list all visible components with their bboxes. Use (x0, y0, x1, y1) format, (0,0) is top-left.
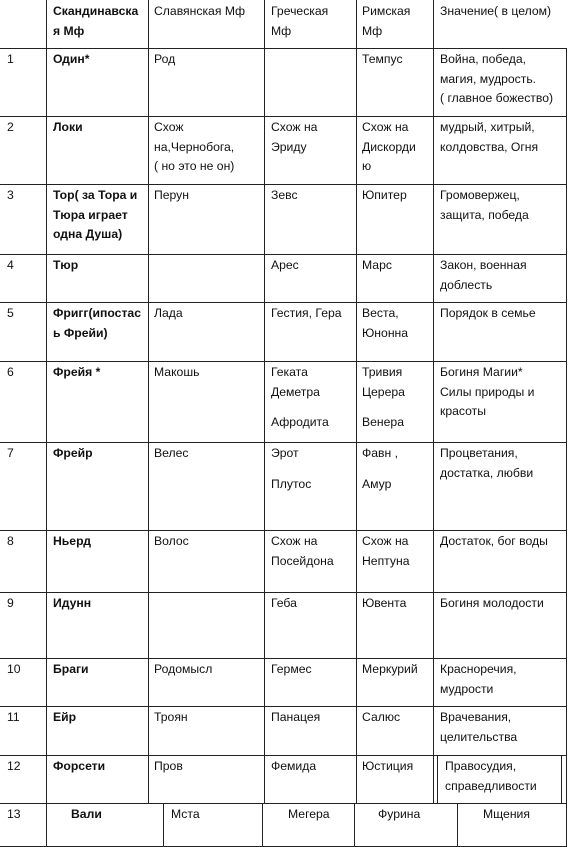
row-12-scand (53, 757, 105, 777)
row-5-roman-line: Веста, (362, 306, 399, 320)
row-7-meaning-line: Процветания, (440, 446, 518, 460)
row-9-greek-line: Геба (271, 596, 297, 610)
row-6-roman (362, 363, 405, 433)
row-1-meaning-line: магия, мудрость. (440, 71, 537, 86)
grid-hline (0, 116, 567, 117)
row-11-scand (53, 708, 76, 728)
row-2-slav-line: ( но это не он) (154, 159, 235, 173)
row-7-roman (362, 444, 398, 494)
row-6-scand-line: Фрейя * (53, 365, 101, 379)
row-7-roman-line: Фавн , (362, 446, 399, 460)
row-6-meaning-line: Силы природы и (440, 384, 535, 399)
header-greek-line: Греческая (271, 4, 329, 18)
row-9-greek (271, 594, 297, 614)
row-8-greek-line: Схож на (271, 534, 318, 548)
row-1-number-line: 1 (7, 52, 14, 66)
grid-hline (0, 755, 567, 756)
row-6-meaning (440, 363, 534, 422)
row-3-scand-line: одна Душа) (53, 227, 123, 241)
row-9-roman-line: Ювента (362, 596, 407, 610)
header-slavic-line: Славянская Мф (154, 4, 245, 18)
row-10-meaning (440, 660, 517, 699)
row-8-scand (53, 532, 91, 552)
row-11-roman (362, 708, 400, 728)
row-12-roman-line: Юстиция (362, 759, 414, 773)
row-2-scand-line: Локи (53, 120, 83, 134)
row-3-meaning-line: Громовержец, (440, 188, 520, 202)
row-7-slav (154, 444, 189, 464)
row-5-greek-line: Гестия, Гера (271, 306, 342, 320)
row-6-number-line: 6 (7, 365, 14, 379)
row-11-number (7, 708, 20, 728)
grid-hline (0, 302, 567, 303)
row-6-slav-line: Макошь (154, 365, 200, 379)
row-8-slav-line: Волос (154, 534, 189, 548)
row-11-meaning-line: целительства (440, 729, 518, 744)
row-1-scand-line: Один* (53, 52, 90, 66)
row-7-greek-line: Плутос (271, 476, 312, 491)
row-6-greek-line: Деметра (271, 384, 320, 399)
row-3-roman (362, 186, 407, 206)
row-3-meaning (440, 186, 529, 225)
grid-vline (148, 0, 149, 804)
row-3-number-line: 3 (7, 188, 14, 202)
row-11-slav-line: Троян (154, 710, 188, 724)
row-10-scand (53, 660, 89, 680)
row-3-slav (154, 186, 189, 206)
row-3-greek (271, 186, 298, 206)
row-2-meaning-line: колдовства, Огня (440, 139, 539, 154)
row-1-roman (362, 50, 403, 70)
grid-vline (566, 803, 567, 847)
row-9-roman (362, 594, 406, 614)
row-3-greek-line: Зевс (271, 188, 298, 202)
row-11-greek (271, 708, 320, 728)
row-5-roman (362, 304, 408, 343)
row-3-scand-line: Тор( за Тора и (53, 188, 138, 202)
row-5-scand (53, 304, 141, 343)
row-10-greek (271, 660, 312, 680)
grid-vline (457, 803, 458, 847)
row-11-number-line: 11 (7, 710, 20, 724)
header-meaning-line: Значение( в целом) (440, 4, 552, 18)
row-8-roman-line: Схож на (362, 534, 409, 548)
row-13-meaning-line: Мщения (483, 807, 530, 821)
row-4-scand-line: Тюр (53, 258, 79, 272)
row-7-roman-line: Амур (362, 476, 392, 491)
row-5-number (7, 304, 14, 324)
row-6-greek (271, 363, 329, 433)
grid-hline (0, 48, 567, 49)
row-9-number (7, 594, 14, 614)
row-2-roman-line: ю (362, 159, 372, 173)
grid-hline (0, 254, 567, 255)
row-6-scand (53, 363, 100, 383)
row-8-slav (154, 532, 189, 552)
row-5-slav (154, 304, 183, 324)
row-10-number (7, 660, 21, 680)
header-roman (362, 2, 410, 41)
header-scandinavian-line: я Мф (53, 23, 85, 38)
row-13-roman (378, 805, 420, 825)
grid-hline (0, 442, 567, 443)
header-scandinavian-line: Скандинавска (53, 4, 139, 18)
row-11-meaning (440, 708, 517, 747)
row-8-greek (271, 532, 334, 571)
row-3-meaning-line: защита, победа (440, 207, 529, 222)
row-11-roman-line: Салюс (362, 710, 401, 724)
row-1-meaning-line: Война, победа, (440, 52, 527, 66)
row-5-number-line: 5 (7, 306, 14, 320)
row-2-number (7, 118, 14, 138)
row-10-meaning-line: Красноречия, (440, 662, 517, 676)
row-12-meaning (445, 757, 537, 796)
row-10-slav-line: Родомысл (154, 662, 213, 676)
header-meaning (440, 2, 551, 22)
grid-vline (433, 0, 434, 804)
header-scandinavian (53, 2, 138, 41)
row-10-scand-line: Браги (53, 662, 89, 676)
row-7-greek (271, 444, 311, 494)
row-7-number-line: 7 (7, 446, 14, 460)
row-7-greek-line: Эрот (271, 446, 299, 460)
row-13-scand-line: Вали (71, 807, 102, 821)
row-4-roman (362, 256, 392, 276)
row-10-slav (154, 660, 212, 680)
row-13-roman-line: Фурина (378, 807, 421, 821)
row-4-number-line: 4 (7, 258, 14, 272)
grid-hline (0, 530, 567, 531)
row-8-scand-line: Ньерд (53, 534, 91, 548)
row-6-meaning-line: Богиня Магии* (440, 365, 523, 379)
row-1-meaning (440, 50, 553, 109)
row-5-slav-line: Лада (154, 306, 183, 320)
row-2-meaning-line: мудрый, хитрый, (440, 120, 535, 134)
row-4-meaning-line: доблесть (440, 277, 493, 292)
grid-vline (354, 803, 355, 847)
row-1-number (7, 50, 14, 70)
row-2-meaning (440, 118, 538, 157)
row-11-scand-line: Ейр (53, 710, 77, 724)
row-2-slav (154, 118, 234, 177)
grid-vline (264, 0, 265, 804)
row-13-number (7, 805, 21, 825)
grid-vline (356, 0, 357, 804)
row-2-greek-line: Эриду (271, 139, 307, 154)
row-9-meaning-line: Богиня молодости (440, 596, 544, 610)
row-9-meaning (440, 594, 544, 614)
row-2-scand (53, 118, 83, 138)
row-4-meaning (440, 256, 527, 295)
row-12-greek-line: Фемида (271, 759, 317, 773)
row-13-meaning (483, 805, 530, 825)
row-8-greek-line: Посейдона (271, 553, 334, 568)
row-3-roman-line: Юпитер (362, 188, 407, 202)
row-10-roman-line: Меркурий (362, 662, 418, 676)
row-13-greek-line: Мегера (288, 807, 330, 821)
grid-vline (46, 803, 47, 847)
row-5-greek (271, 304, 342, 324)
row-10-greek-line: Гермес (271, 662, 312, 676)
row-3-scand (53, 186, 137, 245)
row-6-greek-line: Геката (271, 365, 308, 379)
row-4-meaning-line: Закон, военная (440, 258, 527, 272)
row-4-greek-line: Арес (271, 258, 299, 272)
row-6-roman-line: Тривия (362, 365, 403, 379)
row-4-greek (271, 256, 299, 276)
grid-hline (0, 706, 567, 707)
row-4-scand (53, 256, 78, 276)
row-7-number (7, 444, 14, 464)
row-8-meaning (440, 532, 548, 552)
row-1-slav-line: Род (154, 52, 176, 66)
row-5-scand-line: Фригг(ипостас (53, 306, 141, 320)
row-13-scand (71, 805, 102, 825)
row-13-number-line: 13 (7, 807, 21, 821)
row-12-number-line: 12 (7, 759, 21, 773)
row-9-scand-line: Идунн (53, 596, 92, 610)
row-1-slav (154, 50, 175, 70)
row-8-number (7, 532, 14, 552)
grid-vline (163, 803, 164, 847)
row-8-number-line: 8 (7, 534, 14, 548)
row-6-roman-line: Церера (362, 384, 405, 399)
row-10-meaning-line: мудрости (440, 681, 494, 696)
grid-hline (0, 658, 567, 659)
row-1-scand (53, 50, 90, 70)
grid-vline (262, 803, 263, 847)
row-7-slav-line: Велес (154, 446, 189, 460)
grid-vline (561, 755, 562, 804)
row-10-number-line: 10 (7, 662, 21, 676)
row-2-roman (362, 118, 416, 177)
row-6-meaning-line: красоты (440, 404, 486, 418)
row-4-number (7, 256, 14, 276)
row-11-slav (154, 708, 188, 728)
row-7-scand (53, 444, 93, 464)
row-10-roman (362, 660, 418, 680)
row-12-meaning-line: Правосудия, (445, 759, 517, 773)
row-7-scand-line: Фрейр (53, 446, 93, 460)
row-9-scand (53, 594, 91, 614)
row-5-meaning-line: Порядок в семье (440, 306, 536, 320)
row-12-number (7, 757, 21, 777)
row-3-number (7, 186, 14, 206)
row-12-greek (271, 757, 316, 777)
row-2-slav-line: на,Чернобога, (154, 139, 235, 154)
row-6-slav (154, 363, 199, 383)
header-greek-line: Мф (271, 23, 292, 38)
grid-vline (46, 0, 47, 804)
header-roman-line: Римская (362, 4, 411, 18)
row-11-meaning-line: Врачевания, (440, 710, 512, 724)
row-1-meaning-line: ( главное божество) (440, 91, 554, 105)
grid-hline (0, 184, 567, 185)
row-4-roman-line: Марс (362, 258, 392, 272)
row-2-roman-line: Дискорди (362, 139, 416, 154)
row-12-scand-line: Форсети (53, 759, 106, 773)
row-8-roman (362, 532, 410, 571)
row-2-greek-line: Схож на (271, 120, 318, 134)
row-6-roman-line: Венера (362, 415, 404, 429)
row-5-meaning (440, 304, 536, 324)
grid-hline (0, 592, 567, 593)
row-13-slav-line: Мста (171, 807, 200, 821)
row-1-roman-line: Темпус (362, 52, 403, 66)
row-11-greek-line: Панацея (271, 710, 321, 724)
row-7-meaning-line: достатка, любви (440, 465, 534, 480)
row-7-meaning (440, 444, 533, 483)
row-3-slav-line: Перун (154, 188, 190, 202)
row-12-meaning-line: справедливости (445, 778, 537, 793)
row-2-roman-line: Схож на (362, 120, 409, 134)
grid-vline (437, 755, 438, 804)
row-12-slav (154, 757, 183, 777)
row-3-scand-line: Тюра играет (53, 207, 128, 222)
row-12-slav-line: Пров (154, 759, 183, 773)
grid-vline (566, 48, 567, 804)
header-greek (271, 2, 328, 41)
row-5-scand-line: ь Фрейи) (53, 325, 108, 340)
row-6-number (7, 363, 14, 383)
row-2-slav-line: Схож (154, 120, 184, 134)
row-13-greek (288, 805, 330, 825)
grid-hline (0, 361, 567, 362)
row-2-greek (271, 118, 317, 157)
row-8-roman-line: Нептуна (362, 553, 410, 568)
row-12-roman (362, 757, 413, 777)
row-13-slav (171, 805, 200, 825)
row-9-number-line: 9 (7, 596, 14, 610)
row-8-meaning-line: Достаток, бог воды (440, 534, 548, 548)
grid-hline (0, 803, 567, 804)
row-5-roman-line: Юнонна (362, 325, 409, 340)
row-2-number-line: 2 (7, 120, 14, 134)
row-6-greek-line: Афродита (271, 415, 329, 429)
header-roman-line: Мф (362, 23, 383, 38)
header-slavic (154, 2, 245, 22)
